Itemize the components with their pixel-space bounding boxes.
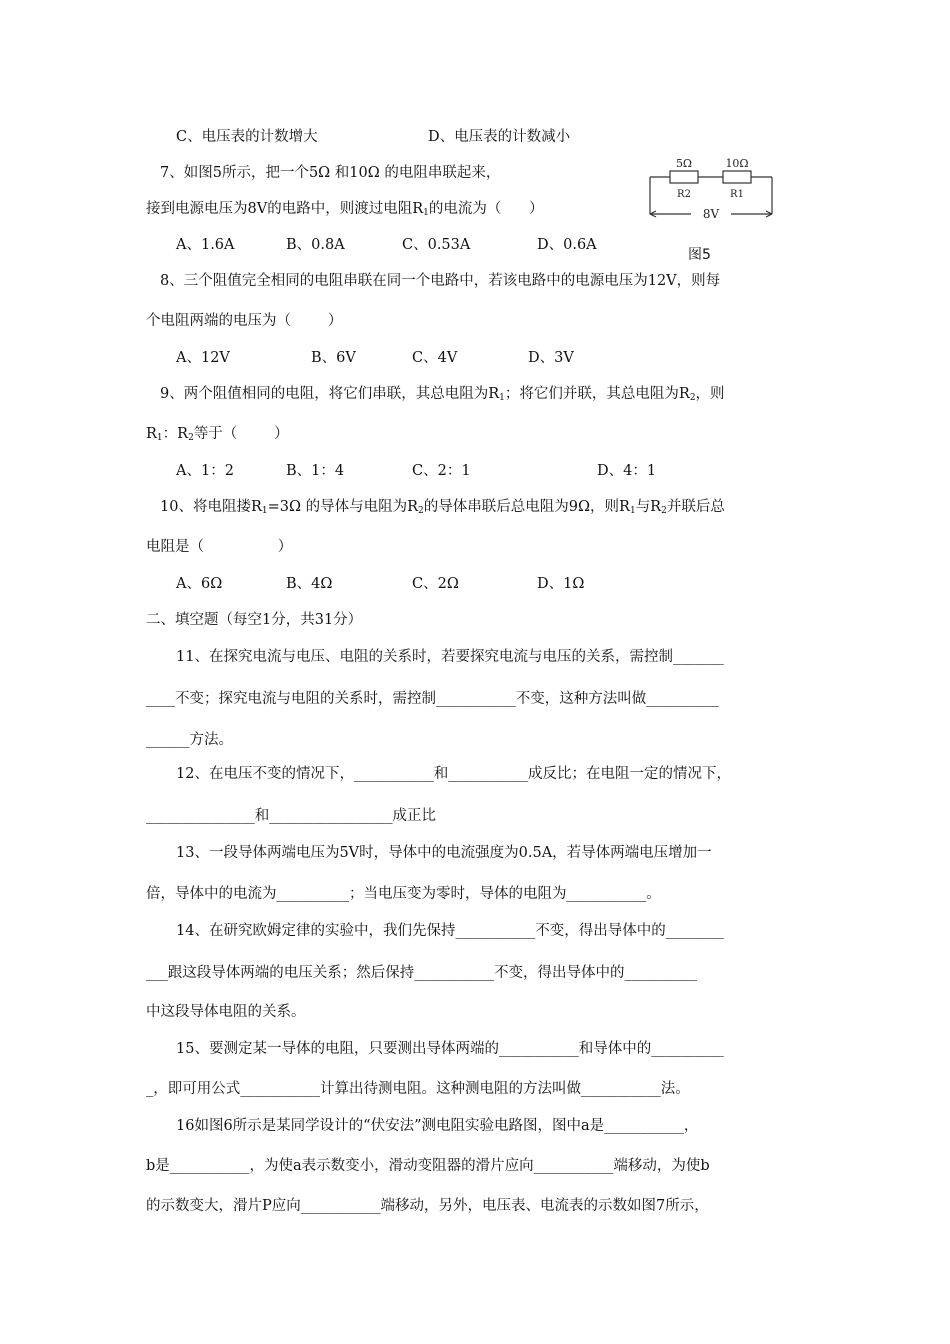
q8-line1: 8、三个阻值完全相同的电阻串联在同一个电路中，若该电路中的电源电压为12V，则每 (160, 273, 721, 289)
q13-line2: 倍，导体中的电流为__________；当电压变为零时，导体的电阻为___________。 (146, 886, 661, 902)
q9-option-d: D、4：1 (597, 463, 657, 479)
source-voltage-label: 8V (702, 207, 720, 221)
q14-line3: 中这段导体电阻的关系。 (146, 1004, 306, 1020)
q7-option-c: C、0.53A (402, 237, 471, 253)
q7-option-b: B、0.8A (286, 237, 345, 253)
q9-line1: 9、两个阻值相同的电阻，将它们串联，其总电阻为$R_1$；将它们并联，其总电阻为$R_2$，则 (160, 386, 725, 403)
q10-line1: 10、将电阻搂$R_1=3\Omega$ 的导体与电阻为$R_2$的导体串联后总电阻为9Ω，则$R_1$与$R_2$并联后总 (160, 499, 725, 516)
q10-option-d: D、1Ω (537, 576, 585, 592)
q10-option-c: C、2Ω (412, 576, 459, 592)
r1-value-label: 10Ω (725, 157, 749, 170)
q15-line2: _，即可用公式___________计算出待测电阻。这种测电阻的方法叫做___________法。 (146, 1081, 690, 1097)
q11-line3: ______方法。 (146, 732, 233, 748)
r1-name-label: R1 (730, 189, 744, 200)
q8-option-b: B、6V (311, 350, 356, 366)
q8-option-d: D、3V (528, 350, 574, 366)
q7-option-d: D、0.6A (537, 237, 597, 253)
q16-line1: 16如图6所示是某同学设计的“伏安法”测电阻实验电路图，图中a是___________， (176, 1118, 699, 1134)
q14-line1: 14、在研究欧姆定律的实验中，我们先保持___________不变，得出导体中的________ (176, 923, 724, 939)
section2-title: 二、填空题（每空1分，共31分） (146, 612, 363, 628)
q12-line1: 12、在电压不变的情况下，___________和___________成反比；在电阻一定的情况下， (176, 766, 731, 782)
q10-option-b: B、4Ω (286, 576, 333, 592)
q11-line1: 11、在探究电流与电压、电阻的关系时，若要探究电流与电压的关系，需控制_______ (176, 649, 724, 665)
q7-option-a: A、1.6A (176, 237, 235, 253)
q15-line1: 15、要测定某一导体的电阻，只要测出导体两端的___________和导体中的__________ (176, 1041, 724, 1057)
q16-line2: b是___________，为使a表示数变小，滑动变阻器的滑片应向___________端移动，为使b (146, 1158, 710, 1174)
q11-line2: ____不变；探究电流与电阻的关系时，需控制___________不变，这种方法叫做__________ (146, 691, 719, 707)
q16-line3: 的示数变大，滑片P应向___________端移动，另外，电压表、电流表的示数如图7所示， (146, 1198, 709, 1214)
q7-line1: 7、如图5所示，把一个5Ω 和10Ω 的电阻串联起来， (160, 165, 501, 181)
q13-line1: 13、一段导体两端电压为5V时，导体中的电流强度为0.5A，若导体两端电压增加一 (176, 845, 712, 861)
q9-option-b: B、1：4 (286, 463, 345, 479)
q12-line2: _______________和_________________成正比 (146, 808, 436, 824)
q6-option-d: D、电压表的计数减小 (428, 129, 571, 145)
q8-option-a: A、12V (176, 350, 230, 366)
q10-option-a: A、6Ω (176, 576, 223, 592)
q9-line2: $R_1$：$R_2$等于（ ） (146, 426, 289, 443)
figure5-circuit-diagram (645, 152, 777, 228)
r2-name-label: R2 (677, 189, 691, 200)
q6-option-c: C、电压表的计数增大 (176, 129, 318, 145)
figure5-caption: 图5 (688, 247, 711, 263)
r2-value-label: 5Ω (675, 157, 693, 170)
q9-option-c: C、2：1 (412, 463, 471, 479)
q8-option-c: C、4V (412, 350, 458, 366)
q9-option-a: A、1：2 (176, 463, 234, 479)
q7-line2: 接到电源电压为8V的电路中，则渡过电阻$R_1$的电流为（ ） (146, 201, 544, 218)
q14-line2: ___跟这段导体两端的电压关系；然后保持___________不变，得出导体中的__________ (146, 965, 697, 981)
q10-line2: 电阻是（ ） (146, 539, 293, 555)
resistor-r2 (670, 171, 698, 183)
resistor-r1 (723, 171, 751, 183)
q8-line2: 个电阻两端的电压为（ ） (146, 313, 343, 329)
